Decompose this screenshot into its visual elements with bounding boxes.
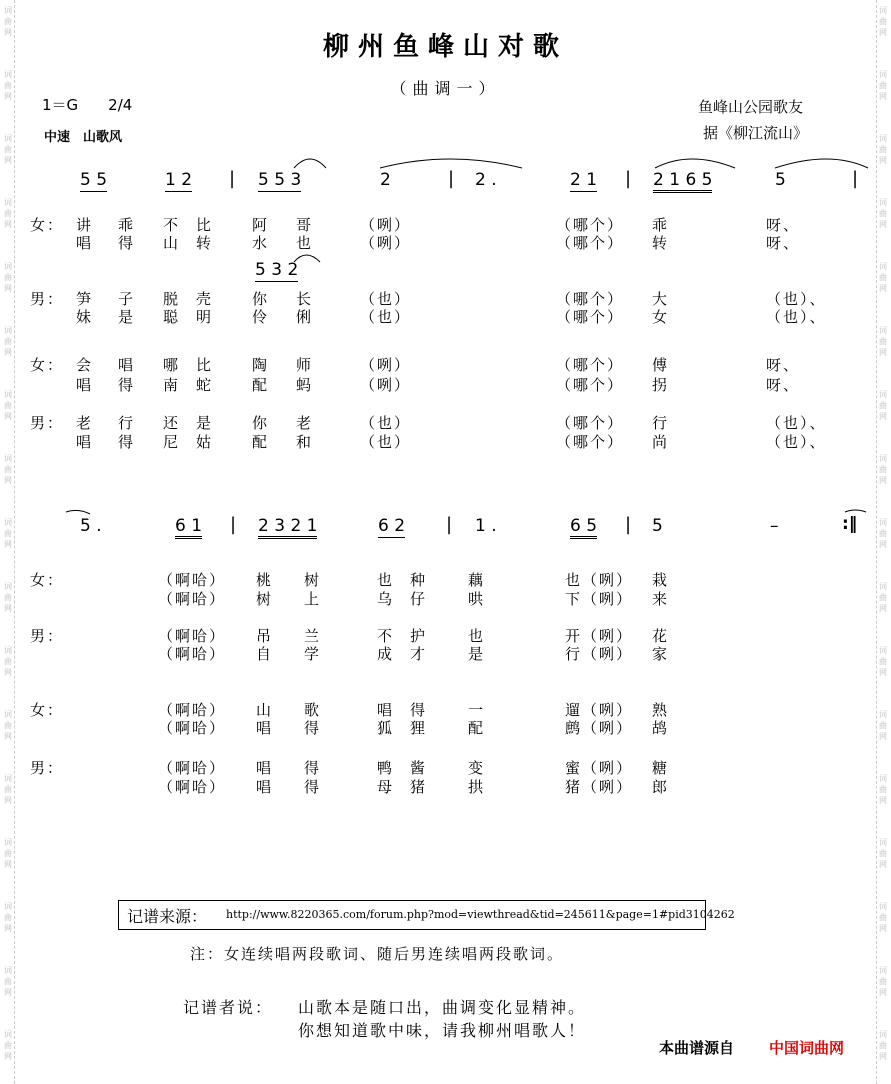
- lyric-word: 山: [256, 701, 274, 719]
- lyric-word: （咧）: [360, 376, 412, 394]
- watermark-char: 网: [879, 284, 887, 293]
- lyric-word: 哪: [163, 356, 181, 374]
- watermark-char: 词: [879, 710, 887, 719]
- watermark-char: 曲: [879, 1041, 887, 1050]
- lyric-word: 花: [652, 627, 670, 645]
- speaker-label: 男：: [30, 627, 65, 645]
- watermark-char: 词: [879, 1030, 887, 1039]
- lyric-word: 配: [252, 433, 270, 451]
- lyric-word: （啊哈）: [158, 627, 227, 645]
- lyric-word: 开（咧）: [565, 627, 634, 645]
- note-group: 6 2: [378, 516, 406, 536]
- watermark-char: 网: [4, 924, 12, 933]
- lyric-word: （哪个）: [556, 433, 625, 451]
- watermark-char: 网: [879, 476, 887, 485]
- lyric-word: 呀、: [766, 376, 801, 394]
- note-group: 2 3 2 1: [258, 516, 317, 539]
- lyric-word: （咧）: [360, 234, 412, 252]
- watermark-char: 曲: [4, 529, 12, 538]
- speaker-label: 男：: [30, 414, 65, 432]
- lyric-word: 唱: [118, 356, 136, 374]
- watermark-char: 曲: [879, 721, 887, 730]
- lyric-word: 尚: [652, 433, 670, 451]
- bar-line: |: [446, 514, 453, 535]
- lyric-word: （也）: [360, 414, 412, 432]
- lyric-word: 鹧（咧）: [565, 719, 634, 737]
- lyric-word: 一: [468, 701, 486, 719]
- lyric-word: 唱: [377, 701, 395, 719]
- footer-brand-link[interactable]: 中国词曲网: [769, 1039, 845, 1057]
- lyric-word: （啊哈）: [158, 719, 227, 737]
- watermark-char: 曲: [879, 209, 887, 218]
- lyric-word: 仔: [410, 590, 428, 608]
- watermark-char: 词: [4, 326, 12, 335]
- watermark-char: 曲: [879, 657, 887, 666]
- watermark-char: 曲: [4, 17, 12, 26]
- lyric-word: 也: [468, 627, 486, 645]
- lyric-word: 姑: [196, 433, 214, 451]
- watermark-char: 网: [879, 348, 887, 357]
- watermark-char: 网: [879, 1052, 887, 1061]
- note-group: 5 5 3: [258, 170, 302, 190]
- watermark-char: 网: [4, 604, 12, 613]
- lyric-word: 得: [304, 719, 322, 737]
- bar-line: |: [625, 168, 632, 189]
- watermark-char: 网: [879, 540, 887, 549]
- lyric-word: 山: [163, 234, 181, 252]
- lyric-word: 得: [118, 376, 136, 394]
- lyric-word: 吊: [256, 627, 274, 645]
- lyric-word: 酱: [410, 759, 428, 777]
- lyric-word: 长: [296, 290, 314, 308]
- watermark-char: 网: [879, 668, 887, 677]
- watermark-char: 词: [879, 518, 887, 527]
- lyric-word: 比: [196, 216, 214, 234]
- lyric-word: 变: [468, 759, 486, 777]
- lyric-word: 蜜（咧）: [565, 759, 634, 777]
- lyric-word: 乖: [118, 216, 136, 234]
- lyric-word: 不: [377, 627, 395, 645]
- speaker-label: 女：: [30, 216, 65, 234]
- lyric-word: 南: [163, 376, 181, 394]
- lyric-word: 种: [410, 571, 428, 589]
- watermark-char: 词: [4, 710, 12, 719]
- note-group: 6 5: [570, 516, 597, 539]
- lyric-word: 明: [196, 308, 214, 326]
- watermark-char: 词: [4, 198, 12, 207]
- watermark-char: 曲: [879, 145, 887, 154]
- alt-note-group: 5 3 2: [255, 260, 299, 280]
- lyric-word: 呀、: [766, 216, 801, 234]
- watermark-char: 词: [4, 966, 12, 975]
- lyric-word: 狸: [410, 719, 428, 737]
- lyric-word: （也）、: [766, 433, 827, 451]
- lyric-word: 乌: [377, 590, 395, 608]
- watermark-char: 词: [4, 1030, 12, 1039]
- lyric-word: 你: [252, 290, 270, 308]
- watermark-char: 网: [4, 540, 12, 549]
- note-group: 5 5: [80, 170, 108, 190]
- lyric-word: 得: [304, 778, 322, 796]
- watermark-char: 网: [4, 732, 12, 741]
- lyric-word: 来: [652, 590, 670, 608]
- watermark-char: 网: [4, 220, 12, 229]
- lyric-word: （哪个）: [556, 308, 625, 326]
- lyric-word: （咧）: [360, 216, 412, 234]
- watermark-char: 曲: [879, 465, 887, 474]
- lyric-word: （也）、: [766, 290, 827, 308]
- remark-line-2: 你想知道歌中味，请我柳州唱歌人！: [298, 1021, 587, 1040]
- watermark-char: 词: [879, 966, 887, 975]
- lyric-word: 转: [196, 234, 214, 252]
- watermark-char: 词: [4, 134, 12, 143]
- song-subtitle: （曲调一）: [390, 79, 501, 98]
- watermark-char: 曲: [4, 657, 12, 666]
- watermark-char: 曲: [879, 273, 887, 282]
- lyric-word: 唱: [76, 376, 94, 394]
- lyric-word: 不: [163, 216, 181, 234]
- watermark-char: 词: [879, 6, 887, 15]
- watermark-char: 曲: [879, 785, 887, 794]
- source-url[interactable]: http://www.8220365.com/forum.php?mod=viewthread&tid=245611&page=1#pid3104262: [226, 908, 735, 921]
- watermark-char: 网: [4, 1052, 12, 1061]
- lyric-word: 蛇: [196, 376, 214, 394]
- song-title: 柳州鱼峰山对歌: [322, 32, 568, 62]
- watermark-char: 网: [4, 156, 12, 165]
- lyric-word: （也）: [360, 433, 412, 451]
- lyric-word: 配: [468, 719, 486, 737]
- lyric-word: （啊哈）: [158, 645, 227, 663]
- source-label: 记谱来源：: [127, 907, 208, 926]
- lyric-word: 歌: [304, 701, 322, 719]
- note-group: 2 1: [570, 170, 598, 190]
- watermark-char: 词: [879, 582, 887, 591]
- note-group: 2 1 6 5: [653, 170, 712, 193]
- watermark-char: 曲: [879, 529, 887, 538]
- watermark-char: 网: [879, 796, 887, 805]
- bar-line: |: [852, 168, 859, 189]
- lyric-word: 也: [296, 234, 314, 252]
- lyric-word: 呀、: [766, 234, 801, 252]
- watermark-char: 曲: [879, 593, 887, 602]
- lyric-word: 阿: [252, 216, 270, 234]
- watermark-char: 网: [879, 604, 887, 613]
- lyric-word: 笋: [76, 290, 94, 308]
- lyric-word: （啊哈）: [158, 759, 227, 777]
- lyric-word: 下（咧）: [565, 590, 634, 608]
- lyric-word: 脱: [163, 290, 181, 308]
- watermark-char: 曲: [4, 401, 12, 410]
- tempo-marking: 中速 山歌风: [44, 130, 123, 145]
- lyric-word: 会: [76, 356, 94, 374]
- watermark-char: 网: [879, 988, 887, 997]
- lyric-word: 得: [410, 701, 428, 719]
- lyric-word: 傅: [652, 356, 670, 374]
- lyric-word: 陶: [252, 356, 270, 374]
- watermark-char: 网: [4, 28, 12, 37]
- lyric-word: 母: [377, 778, 395, 796]
- lyric-word: 拐: [652, 376, 670, 394]
- speaker-label: 男：: [30, 290, 65, 308]
- watermark-char: 词: [879, 454, 887, 463]
- lyric-word: 唱: [256, 759, 274, 777]
- watermark-char: 曲: [4, 721, 12, 730]
- key-signature: 1＝G 2/4: [42, 96, 133, 114]
- watermark-char: 词: [4, 390, 12, 399]
- lyric-word: 呀、: [766, 356, 801, 374]
- speaker-label: 男：: [30, 759, 65, 777]
- watermark-char: 网: [879, 156, 887, 165]
- watermark-char: 词: [4, 838, 12, 847]
- watermark-char: 曲: [879, 401, 887, 410]
- watermark-char: 词: [879, 326, 887, 335]
- watermark-char: 网: [4, 860, 12, 869]
- watermark-char: 曲: [4, 977, 12, 986]
- lyric-word: 和: [296, 433, 314, 451]
- watermark-char: 网: [4, 796, 12, 805]
- repeat-end-sign: :‖: [842, 514, 858, 534]
- lyric-word: 老: [76, 414, 94, 432]
- lyric-word: 师: [296, 356, 314, 374]
- lyric-word: 行（咧）: [565, 645, 634, 663]
- lyric-word: 猪（咧）: [565, 778, 634, 796]
- lyric-word: 得: [304, 759, 322, 777]
- note-group: 2 .: [475, 170, 497, 190]
- watermark-char: 词: [4, 518, 12, 527]
- watermark-char: 网: [879, 220, 887, 229]
- lyric-word: 护: [410, 627, 428, 645]
- lyric-word: 自: [256, 645, 274, 663]
- watermark-char: 网: [879, 732, 887, 741]
- watermark-char: 曲: [4, 337, 12, 346]
- lyric-word: 配: [252, 376, 270, 394]
- watermark-char: 曲: [4, 1041, 12, 1050]
- watermark-char: 曲: [879, 337, 887, 346]
- lyric-word: 蚂: [296, 376, 314, 394]
- lyric-word: 唱: [256, 719, 274, 737]
- lyric-word: （哪个）: [556, 376, 625, 394]
- watermark-char: 曲: [879, 977, 887, 986]
- watermark-char: 网: [4, 348, 12, 357]
- remark-label: 记谱者说：: [183, 998, 274, 1017]
- watermark-char: 词: [879, 134, 887, 143]
- lyric-word: 成: [377, 645, 395, 663]
- watermark-char: 曲: [4, 273, 12, 282]
- lyric-word: （哪个）: [556, 356, 625, 374]
- lyric-word: 讲: [76, 216, 94, 234]
- watermark-char: 网: [4, 92, 12, 101]
- remark-line-1: 山歌本是随口出，曲调变化显精神。: [298, 998, 587, 1017]
- lyric-word: 大: [652, 290, 670, 308]
- watermark-char: 词: [4, 902, 12, 911]
- lyric-word: （啊哈）: [158, 571, 227, 589]
- bar-line: |: [229, 168, 236, 189]
- lyric-word: 家: [652, 645, 670, 663]
- watermark-char: 词: [4, 582, 12, 591]
- lyric-word: 俐: [296, 308, 314, 326]
- watermark-char: 词: [879, 390, 887, 399]
- lyric-word: 鸪: [652, 719, 670, 737]
- lyric-word: 郎: [652, 778, 670, 796]
- lyric-word: 拱: [468, 778, 486, 796]
- speaker-label: 女：: [30, 356, 65, 374]
- lyric-word: 树: [304, 571, 322, 589]
- watermark-char: 网: [4, 412, 12, 421]
- watermark-char: 曲: [4, 209, 12, 218]
- watermark-char: 词: [4, 6, 12, 15]
- watermark-char: 曲: [4, 593, 12, 602]
- lyric-word: 比: [196, 356, 214, 374]
- bar-line: |: [448, 168, 455, 189]
- speaker-label: 女：: [30, 571, 65, 589]
- watermark-char: 网: [4, 284, 12, 293]
- note-dash: –: [770, 516, 779, 536]
- lyric-word: 是: [468, 645, 486, 663]
- watermark-char: 词: [4, 454, 12, 463]
- lyric-word: 糖: [652, 759, 670, 777]
- lyric-word: 还: [163, 414, 181, 432]
- watermark-char: 曲: [879, 849, 887, 858]
- lyric-word: （啊哈）: [158, 778, 227, 796]
- lyric-word: 唱: [76, 433, 94, 451]
- speaker-label: 女：: [30, 701, 65, 719]
- lyric-word: 上: [304, 590, 322, 608]
- watermark-char: 网: [879, 412, 887, 421]
- lyric-word: 兰: [304, 627, 322, 645]
- lyric-word: 也（咧）: [565, 571, 634, 589]
- lyric-word: 是: [196, 414, 214, 432]
- watermark-char: 曲: [4, 145, 12, 154]
- lyric-word: 猪: [410, 778, 428, 796]
- watermark-char: 网: [879, 92, 887, 101]
- lyric-word: 熟: [652, 701, 670, 719]
- lyric-word: 得: [118, 234, 136, 252]
- note-group: 5: [775, 170, 786, 190]
- author-line-2: 据《柳江流山》: [703, 124, 809, 142]
- note-group: 1 2: [165, 170, 193, 190]
- note-group: 6 1: [175, 516, 202, 539]
- lyric-word: 子: [118, 290, 136, 308]
- footer-source-prefix: 本曲谱源自: [659, 1039, 735, 1057]
- lyric-word: 行: [652, 414, 670, 432]
- watermark-char: 词: [879, 774, 887, 783]
- lyric-word: （也）: [360, 290, 412, 308]
- lyric-word: 栽: [652, 571, 670, 589]
- watermark-char: 曲: [879, 81, 887, 90]
- watermark-char: 词: [879, 70, 887, 79]
- bar-line: |: [625, 514, 632, 535]
- note-group: 5 .: [80, 516, 102, 536]
- lyric-word: 唱: [76, 234, 94, 252]
- lyric-word: 你: [252, 414, 270, 432]
- note-group: 1 .: [475, 516, 497, 536]
- lyric-word: 是: [118, 308, 136, 326]
- lyric-word: 遛（咧）: [565, 701, 634, 719]
- watermark-char: 网: [4, 988, 12, 997]
- slur-marks-row-1: [0, 150, 891, 200]
- watermark-char: 曲: [4, 849, 12, 858]
- lyric-word: （哪个）: [556, 290, 625, 308]
- lyric-word: 妹: [76, 308, 94, 326]
- lyric-word: 老: [296, 414, 314, 432]
- watermark-char: 词: [879, 198, 887, 207]
- lyric-word: （哪个）: [556, 216, 625, 234]
- watermark-char: 曲: [4, 81, 12, 90]
- lyric-word: 行: [118, 414, 136, 432]
- watermark-char: 词: [4, 262, 12, 271]
- lyric-word: 也: [377, 571, 395, 589]
- watermark-char: 词: [4, 646, 12, 655]
- lyric-word: 伶: [252, 308, 270, 326]
- lyric-word: 树: [256, 590, 274, 608]
- watermark-char: 词: [879, 902, 887, 911]
- lyric-word: （也）、: [766, 414, 827, 432]
- lyric-word: 学: [304, 645, 322, 663]
- lyric-word: 尼: [163, 433, 181, 451]
- watermark-char: 曲: [4, 465, 12, 474]
- lyric-word: 哄: [468, 590, 486, 608]
- watermark-char: 网: [879, 924, 887, 933]
- lyric-word: 女: [652, 308, 670, 326]
- note-group: 5: [652, 516, 663, 536]
- watermark-char: 网: [879, 860, 887, 869]
- watermark-char: 曲: [879, 913, 887, 922]
- watermark-char: 词: [879, 262, 887, 271]
- lyric-word: （啊哈）: [158, 701, 227, 719]
- lyric-word: 桃: [256, 571, 274, 589]
- lyric-word: 唱: [256, 778, 274, 796]
- performance-note: 注：女连续唱两段歌词、随后男连续唱两段歌词。: [190, 945, 565, 963]
- lyric-word: （啊哈）: [158, 590, 227, 608]
- lyric-word: （也）、: [766, 308, 827, 326]
- watermark-char: 网: [4, 476, 12, 485]
- watermark-char: 曲: [879, 17, 887, 26]
- lyric-word: （哪个）: [556, 414, 625, 432]
- lyric-word: 狐: [377, 719, 395, 737]
- lyric-word: 哥: [296, 216, 314, 234]
- lyric-word: 藕: [468, 571, 486, 589]
- lyric-word: 得: [118, 433, 136, 451]
- lyric-word: （咧）: [360, 356, 412, 374]
- lyric-word: （哪个）: [556, 234, 625, 252]
- lyric-word: 聪: [163, 308, 181, 326]
- watermark-char: 词: [4, 774, 12, 783]
- lyric-word: 乖: [652, 216, 670, 234]
- note-group: 2: [380, 170, 391, 190]
- watermark-char: 词: [879, 646, 887, 655]
- lyric-word: 才: [410, 645, 428, 663]
- watermark-char: 网: [879, 28, 887, 37]
- bar-line: |: [230, 514, 237, 535]
- watermark-char: 词: [4, 70, 12, 79]
- watermark-char: 曲: [4, 785, 12, 794]
- lyric-word: 鸭: [377, 759, 395, 777]
- author-line-1: 鱼峰山公园歌友: [698, 98, 804, 116]
- watermark-char: 网: [4, 668, 12, 677]
- lyric-word: 水: [252, 234, 270, 252]
- watermark-char: 曲: [4, 913, 12, 922]
- lyric-word: 壳: [196, 290, 214, 308]
- lyric-word: （也）: [360, 308, 412, 326]
- watermark-char: 词: [879, 838, 887, 847]
- lyric-word: 转: [652, 234, 670, 252]
